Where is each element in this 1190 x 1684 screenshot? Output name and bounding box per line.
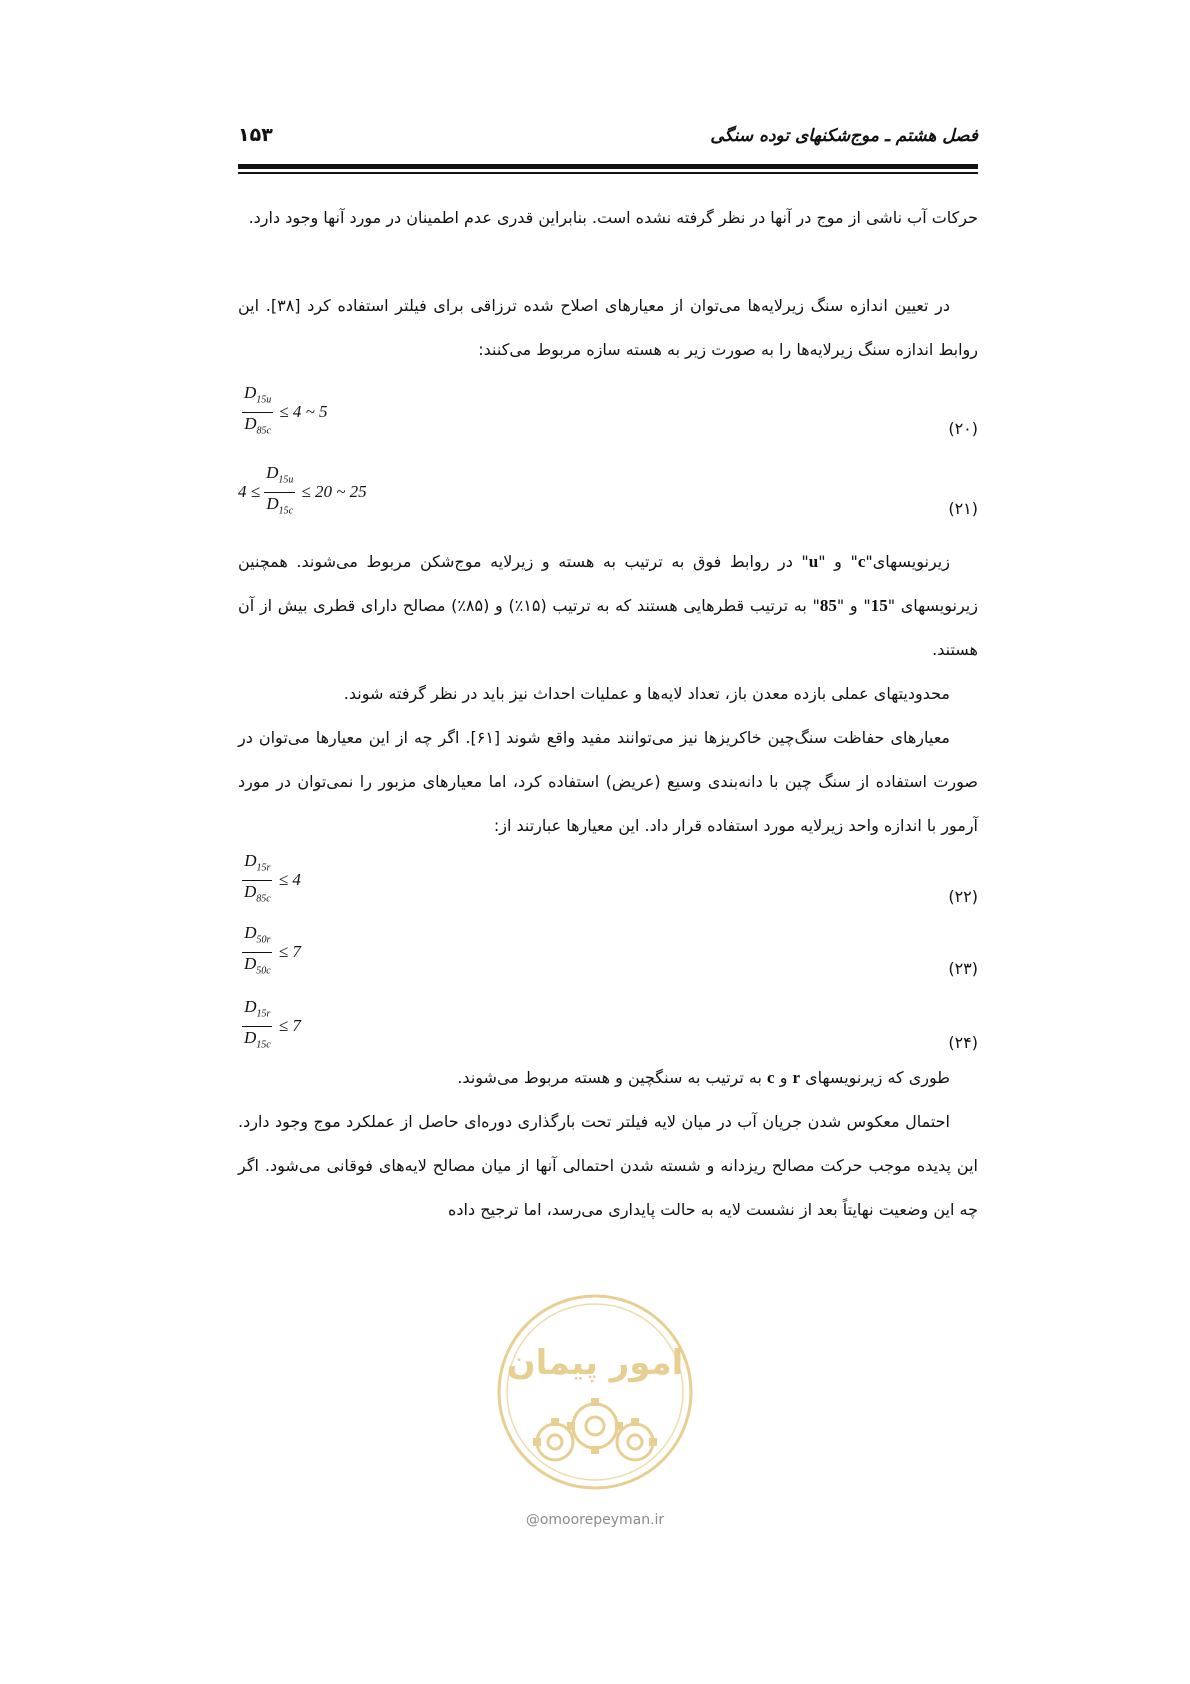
- denominator: [242, 953, 273, 981]
- formula: [238, 464, 367, 520]
- p3-text-2: و: [834, 552, 842, 571]
- header-rule-thick: [238, 164, 978, 169]
- denominator-subscript: 50c: [256, 964, 271, 976]
- p3-text-1: زیرنویسهای: [872, 552, 950, 571]
- formula-rhs: ≤ 4 ~ 5: [279, 402, 328, 421]
- denominator: [264, 493, 295, 521]
- p3-text-3: در روابط فوق به ترتیب به هسته و زیرلایه موج‌شکن مربوط می‌شوند. همچنین زیرنویسهای: [238, 552, 978, 615]
- numerator: [242, 997, 272, 1026]
- denominator: [242, 413, 273, 441]
- numerator: [242, 923, 272, 952]
- subscript-15: 15: [870, 596, 888, 615]
- formula-rhs: ≤ 7: [278, 1016, 301, 1035]
- equation-20: [238, 384, 978, 440]
- denominator-base: D: [244, 953, 257, 973]
- p3-text-4: و: [849, 596, 858, 615]
- page-header: [238, 118, 978, 158]
- p3-text-5: به ترتیب قطرهایی هستند که به ترتیب (۱۵٪) و (۸۵٪) مصالح دارای قطری بیش از آن هستند.: [238, 596, 978, 659]
- formula-rhs: ≤ 7: [278, 942, 301, 961]
- formula: [238, 852, 301, 908]
- equation-21: [238, 464, 978, 520]
- denominator-subscript: 15c: [278, 504, 294, 516]
- numerator: [242, 383, 273, 412]
- denominator: [242, 1027, 273, 1055]
- equation-number: (۲۳): [948, 959, 978, 978]
- denominator-base: D: [266, 493, 279, 513]
- formula: [238, 384, 328, 440]
- subscript-u: u: [808, 552, 819, 571]
- numerator-base: D: [244, 383, 257, 403]
- subscript-c: c: [767, 1068, 775, 1087]
- equation-23: [238, 924, 978, 980]
- denominator-base: D: [244, 413, 257, 433]
- page-number: ۱۵۳: [238, 124, 273, 146]
- chapter-title: فصل هشتم ـ موج‌شکنهای توده سنگی: [710, 126, 978, 146]
- paragraph-5: معیارهای حفاظت سنگ‌چین خاکریزها نیز می‌توانند مفید واقع شوند [۶۱]. اگر چه از این معیارها می‌توان در صورت استفاده از سنگ چین با دانه‌بندی وسیع (عریض) استفاده کرد، اما معیارهای مزبور را نمی‌توان در مورد آرمور با اندازه واحد زیرلایه مورد استفاده قرار داد. این معیارها عبارتند از:: [238, 728, 978, 835]
- fraction: [242, 851, 273, 909]
- numerator: [242, 851, 272, 880]
- denominator-base: D: [244, 881, 257, 901]
- subscript-r: r: [792, 1068, 801, 1087]
- numerator-subscript: 15u: [256, 394, 272, 406]
- subscript-c: c: [857, 552, 866, 571]
- numerator-subscript: 15r: [256, 862, 271, 874]
- numerator-base: D: [266, 463, 279, 483]
- formula-rhs: ≤ 20 ~ 25: [301, 482, 367, 501]
- denominator-subscript: 85c: [256, 892, 271, 904]
- paragraph-4: محدودیتهای عملی بازده معدن باز، تعداد لایه‌ها و عملیات احداث نیز باید در نظر گرفته شوند.: [343, 684, 950, 703]
- formula: [238, 924, 301, 980]
- denominator-subscript: 85c: [256, 424, 271, 436]
- p6-text-3: به ترتیب به سنگچین و هسته مربوط می‌شوند.: [457, 1068, 762, 1087]
- fraction: [264, 463, 295, 521]
- numerator-subscript: 15r: [256, 1008, 271, 1020]
- numerator-base: D: [244, 923, 257, 943]
- equation-22: [238, 852, 978, 908]
- equation-number: (۲۰): [948, 419, 978, 438]
- equation-number: (۲۱): [948, 499, 978, 518]
- paragraph-3: زیرنویسهای"c" و "u" در روابط فوق به ترتیب به هسته و زیرلایه موج‌شکن مربوط می‌شوند. همچنین زیرنویسهای "15" و "85" به ترتیب قطرهایی هستند که به ترتیب (۱۵٪) و (۸۵٪) مصالح دارای قطری بیش از آن هستند.: [238, 552, 978, 659]
- omoorepeyman-logo: [493, 1290, 697, 1494]
- formula: [238, 998, 301, 1054]
- equation-number: (۲۴): [948, 1033, 978, 1052]
- paragraph-7: احتمال معکوس شدن جریان آب در میان لایه فیلتر تحت بارگذاری دوره‌ای حاصل از عملکرد موج وجود دارد. این پدیده موجب حرکت مصالح ریزدانه و شسته شدن احتمالی آنها از میان مصالح لایه‌های فوقانی می‌شود. اگر چه این وضعیت نهایتاً بعد از نشست لایه به حالت پایداری می‌رسد، اما ترجیح داده: [238, 1112, 978, 1219]
- formula-lead: 4 ≤: [238, 482, 261, 501]
- header-rule-thin: [238, 172, 978, 174]
- numerator-base: D: [244, 997, 257, 1017]
- numerator: [264, 463, 295, 492]
- numerator-subscript: 15u: [278, 474, 294, 486]
- paragraph-6: [238, 1056, 978, 1100]
- formula-rhs: ≤ 4: [278, 870, 301, 889]
- fraction: [242, 997, 273, 1055]
- subscript-85: 85: [819, 596, 837, 615]
- paragraph-2: در تعیین اندازه سنگ زیرلایه‌ها می‌توان از معیارهای اصلاح شده ترزاقی برای فیلتر استفاده کرد [۳۸]. این روابط اندازه سنگ زیرلایه‌ها را به صورت زیر به هسته سازه مربوط می‌کنند:: [238, 296, 978, 359]
- equation-number: (۲۲): [948, 887, 978, 906]
- p6-text-2: و: [779, 1068, 788, 1087]
- denominator: [242, 881, 273, 909]
- fraction: [242, 383, 273, 441]
- watermark: @omoorepeyman.ir: [525, 1512, 665, 1528]
- logo-text: امور پیمان: [506, 1343, 684, 1383]
- denominator-subscript: 15c: [256, 1038, 271, 1050]
- fraction: [242, 923, 273, 981]
- paragraph-1: حرکات آب ناشی از موج در آنها در نظر گرفته نشده است. بنابراین قدری عدم اطمینان در مورد آنها وجود دارد.: [248, 208, 978, 227]
- denominator-base: D: [244, 1027, 257, 1047]
- numerator-base: D: [244, 851, 257, 871]
- p6-text-1: طوری که زیرنویسهای: [805, 1068, 950, 1087]
- equation-24: [238, 998, 978, 1054]
- numerator-subscript: 50r: [256, 934, 271, 946]
